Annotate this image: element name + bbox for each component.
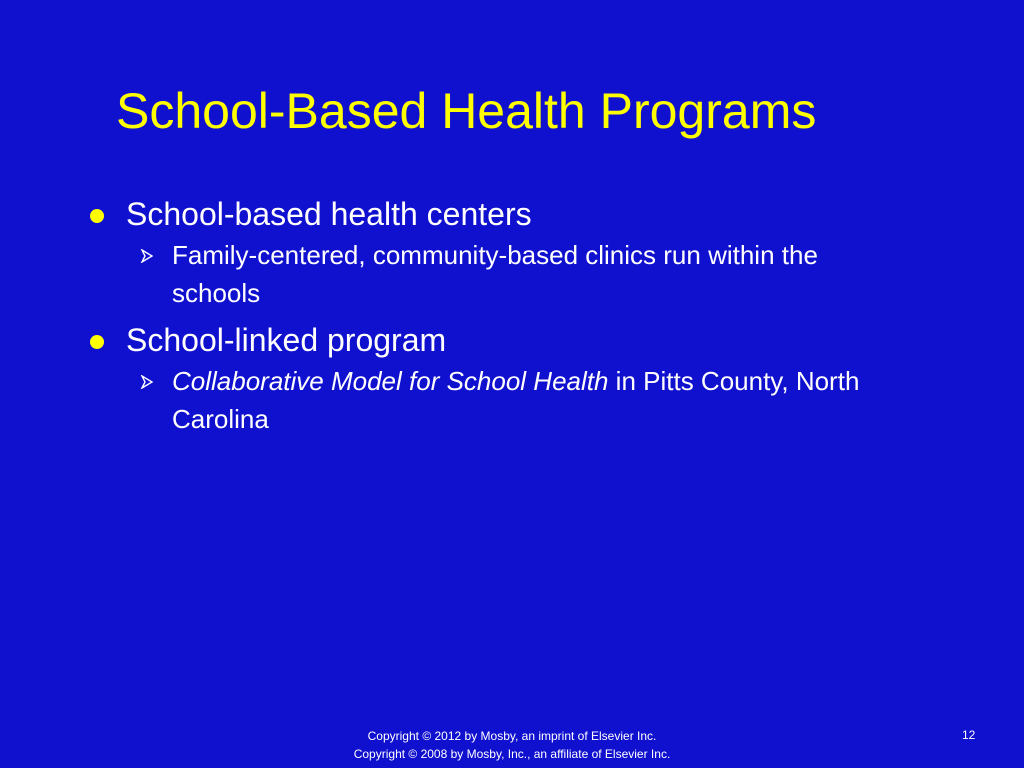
- sub-bullet-item-2: [86, 362, 906, 438]
- bullet-dot-icon: [90, 209, 104, 223]
- slide-title: School-Based Health Programs: [116, 83, 817, 139]
- bullet-item-2: [86, 318, 906, 362]
- sub-bullet-item-1-text: Family-centered, community-based clinics run within the schools: [172, 240, 818, 308]
- bullet-item-1: [86, 192, 906, 236]
- bullet-item-2-text: School-linked program: [126, 322, 447, 358]
- copyright-line-1: Copyright © 2012 by Mosby, an imprint of Elsevier Inc.: [367, 729, 657, 743]
- sub-bullet-item-2-text: in Pitts County, North Carolina: [172, 366, 860, 434]
- sub-bullet-item-1: [86, 236, 906, 312]
- arrow-bullet-icon: [140, 375, 154, 389]
- bullet-dot-icon: [90, 335, 104, 349]
- arrow-bullet-icon: [140, 249, 154, 263]
- copyright-footer: [0, 727, 1024, 763]
- copyright-line-2: Copyright © 2008 by Mosby, Inc., an affiliate of Elsevier Inc.: [353, 747, 671, 761]
- page-number: 12: [962, 728, 976, 742]
- sub-bullet-item-2-italic: Collaborative Model for School Health: [172, 366, 609, 396]
- bullet-item-1-text: School-based health centers: [126, 196, 532, 232]
- slide-content: [86, 192, 906, 444]
